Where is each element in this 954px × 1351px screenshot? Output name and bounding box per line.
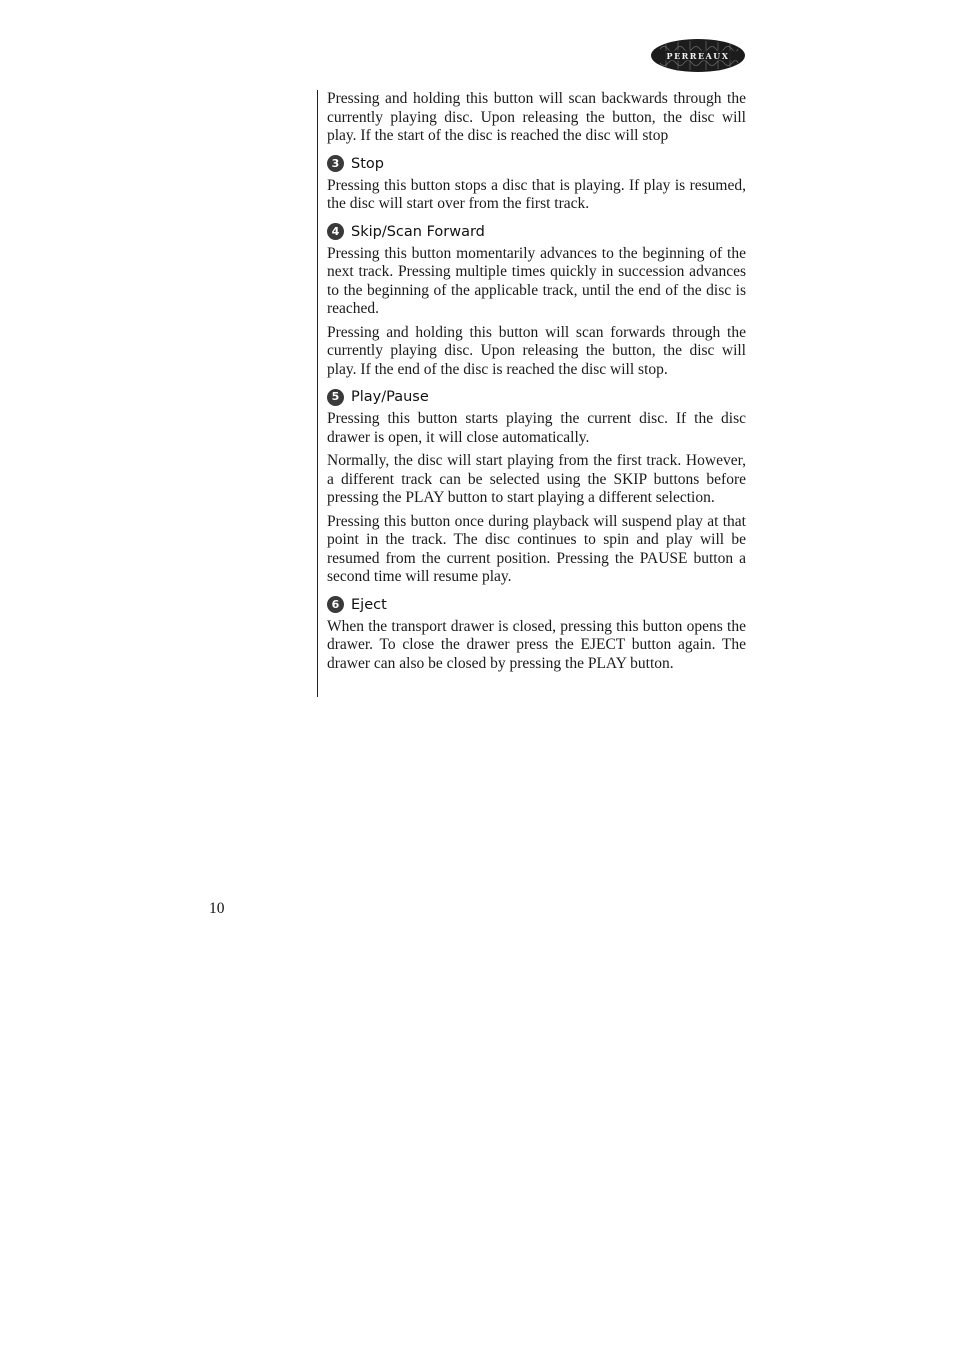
play-pause-paragraph-2: Normally, the disc will start playing from the first track. However, a different track can be selected using the SKIP buttons before pressing the PLAY button to start playing a different selection. [327, 452, 746, 506]
intro-paragraph: Pressing and holding this button will scan backwards through the currently playing disc. Upon releasing the button, the disc will play. If the start of the disc is reached the disc will stop [327, 90, 746, 144]
stop-paragraph-1: Pressing this button stops a disc that is playing. If play is resumed, the disc will start over from the first track. [327, 176, 746, 212]
eject-heading [327, 596, 746, 614]
eject-title: Eject [351, 596, 387, 613]
skip-scan-forward-paragraph-1: Pressing this button momentarily advances to the beginning of the next track. Pressing multiple times quickly in succession advances to the beginning of the applicable track, until the end of the disc is reached. [327, 244, 746, 317]
skip-scan-forward-title: Skip/Scan Forward [351, 223, 485, 240]
perreaux-logo [650, 38, 746, 73]
play-pause-title: Play/Pause [351, 389, 429, 405]
number-badge-6: 6 [327, 596, 344, 613]
logo-text: PERREAUX [666, 51, 730, 61]
number-badge-4: 4 [327, 223, 344, 240]
play-pause-heading [327, 388, 746, 406]
number-badge-3: 3 [327, 155, 344, 172]
page-number: 10 [209, 900, 225, 917]
play-pause-paragraph-3: Pressing this button once during playback will suspend play at that point in the track. The disc continues to spin and play will be resumed from the current position. Pressing the PAUSE button a second time will resume play. [327, 512, 746, 585]
skip-scan-forward-paragraph-2: Pressing and holding this button will scan forwards through the currently playing disc. Upon releasing the button, the disc will play. If the end of the disc is reached the disc will stop. [327, 323, 746, 378]
number-badge-5: 5 [327, 389, 344, 406]
stop-title: Stop [351, 155, 384, 172]
eject-paragraph-1: When the transport drawer is closed, pressing this button opens the drawer. To close the drawer press the EJECT button again. The drawer can also be closed by pressing the PLAY button. [327, 617, 746, 672]
skip-scan-forward-heading [327, 223, 746, 241]
main-content [317, 90, 746, 697]
play-pause-paragraph-1: Pressing this button starts playing the current disc. If the disc drawer is open, it will close automatically. [327, 410, 746, 446]
stop-heading [327, 155, 746, 173]
